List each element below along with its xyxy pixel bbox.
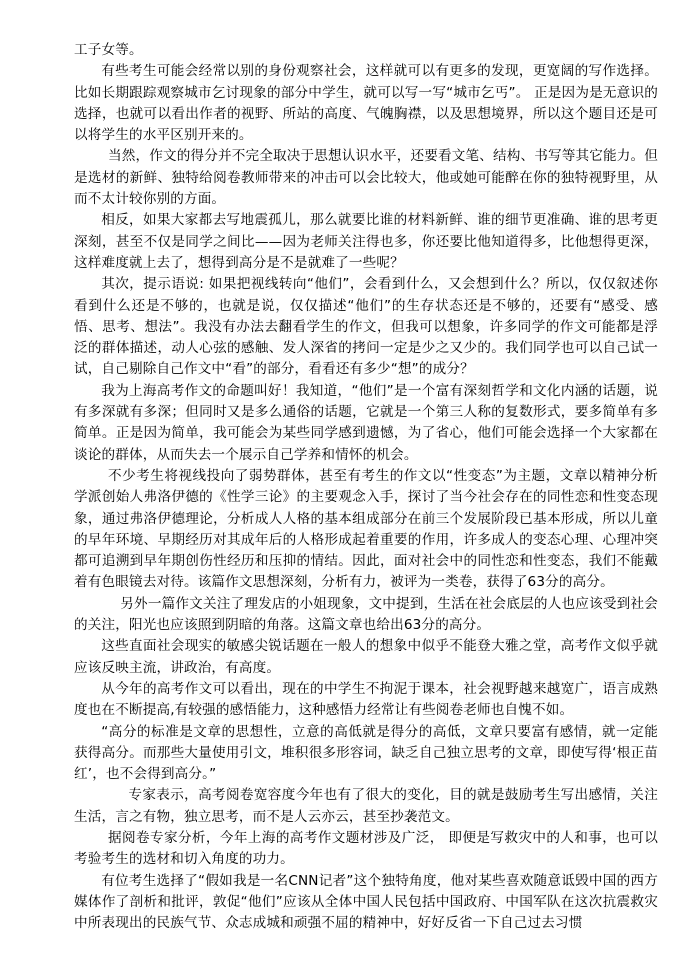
paragraph-2: 有些考生可能会经常以别的身份观察社会，这样就可以有更多的发现，更宽阔的写作选择。比如长期跟踪观察城市乞讨现象的部分中学生，就可以写一写“城市乞丐”。 正是因为是无意识的选择，也就可以看出作者的视野、所站的高度、气魄胸襟，以及思想境界，所以这个题目还是可以将学生的水平区别开来的。 <box>74 63 658 144</box>
paragraph-11: “高分的标准是文章的思想性，立意的高低就是得分的高低，文章只要富有感情，就一定能获得高分。而那些大量使用引文，堆积很多形容词，缺乏自己独立思考的文章，即使写得‘根正苗红’，也不会得到高分。” <box>74 723 658 783</box>
paragraph-6: 我为上海高考作文的命题叫好！我知道，“他们”是一个富有深刻哲学和文化内涵的话题，说有多深就有多深；但同时又是多么通俗的话题，它就是一个第三人称的复数形式，要多简单有多简单。正是因为简单，我可能会为某些同学感到遗憾，为了省心，他们可能会选择一个大家都在谈论的群体，从而失去一个展示自己学养和情怀的机会。 <box>74 382 658 463</box>
paragraph-12: 专家表示，高考阅卷宽容度今年也有了很大的变化，目的就是鼓励考生写出感情，关注生活，言之有物，独立思考，而不是人云亦云，甚至抄袭范文。 <box>74 787 658 825</box>
paragraph-10: 从今年的高考作文可以看出，现在的中学生不拘泥于课本，社会视野越来越宽广，语言成熟度也在不断提高,有较强的感悟能力，这种感悟力经常让有些阅卷老师也自愧不如。 <box>74 680 658 719</box>
paragraph-14: 有位考生选择了“假如我是一名CNN记者”这个独特角度，他对某些喜欢随意诋毁中国的西方媒体作了剖析和批评，敦促“他们”应该从全体中国人民包括中国政府、中国军队在这次抗震救灾中所表现出的民族气节、众志成城和顽强不屈的精神中，好好反省一下自己过去习惯 <box>74 872 658 932</box>
paragraph-3: 当然，作文的得分并不完全取决于思想认识水平，还要看文笔、结构、书写等其它能力。但是选材的新鲜、独特给阅卷教师带来的冲击可以会比较大，他或她可能醉在你的独特视野里，从而不太计较你别的方面。 <box>74 148 658 208</box>
paragraph-8: 另外一篇作文关注了理发店的小姐现象，文中提到，生活在社会底层的人也应该受到社会的关注，阳光也应该照到阴暗的角落。这篇文章也给出63分的高分。 <box>74 595 658 634</box>
paragraph-5: 其次，提示语说: 如果把视线转向“他们”，会看到什么，又会想到什么？所以，仅仅叙述你看到什么还是不够的，也就是说，仅仅描述“他们”的生存状态还是不够的，还要有“感受、感悟、思考、想法”。我没有办法去翻看学生的作文，但我可以想象，许多同学的作文可能都是浮泛的群体描述，动人心弦的感触、发人深省的拷问一定是少之又少的。我们同学也可以自己试一试，自己剔除自己作文中“看”的部分，看看还有多少“想”的成分？ <box>74 276 658 378</box>
document-page <box>74 40 658 934</box>
paragraph-7: 不少考生将视线投向了弱势群体，甚至有考生的作文以“性变态”为主题，文章以精神分析学派创始人弗洛伊德的《性学三论》的主要观念入手，探讨了当今社会存在的同性恋和性变态现象，通过弗洛伊德理论，分析成人人格的基本组成部分在前三个发展阶段已基本形成，所以儿童的早年环境、早期经历对其成年后的人格形成起着重要的作用，许多成人的变态心理、心理冲突都可追溯到早年期创伤性经历和压抑的情结。因此，面对社会中的同性恋和性变态，我们不能戴着有色眼镜去对待。该篇作文思想深刻，分析有力，被评为一类卷，获得了63分的高分。 <box>74 467 658 591</box>
paragraph-13: 据阅卷专家分析，今年上海的高考作文题材涉及广泛， 即便是写救灾中的人和事，也可以考验考生的选材和切入角度的功力。 <box>74 829 658 868</box>
paragraph-4: 相反，如果大家都去写地震孤儿，那么就要比谁的材料新鲜、谁的细节更准确、谁的思考更深刻，甚至不仅是同学之间比——因为老师关注得也多，你还要比他知道得多，比他想得更深，这样难度就上去了，想得到高分是不是就难了一些呢？ <box>74 212 658 271</box>
paragraph-9: 这些直面社会现实的敏感尖锐话题在一般人的想象中似乎不能登大雅之堂，高考作文似乎就应该反映主流，讲政治，有高度。 <box>74 638 658 676</box>
paragraph-1: 工子女等。 <box>74 42 143 58</box>
